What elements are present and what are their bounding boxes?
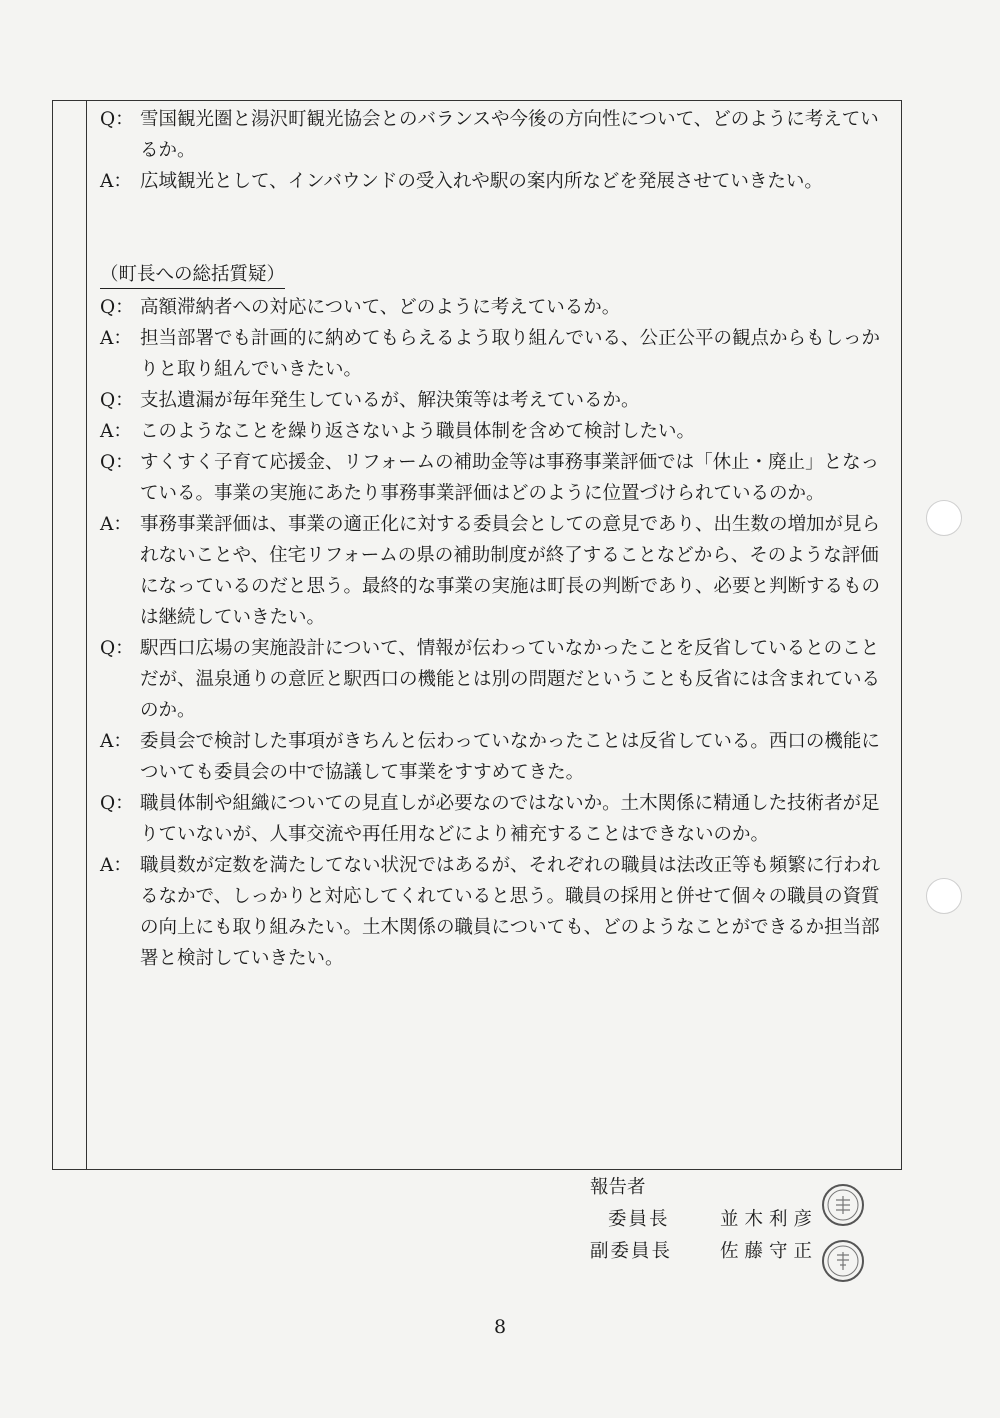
qa-item — [100, 323, 890, 385]
qa-item — [100, 850, 890, 974]
section-heading-row — [100, 259, 890, 292]
vice-chair-name: 佐藤守正 — [720, 1241, 819, 1262]
qa-marker: Q： — [100, 109, 134, 130]
seal-stamp-icon — [824, 1242, 862, 1280]
qa-marker: A： — [100, 171, 132, 192]
qa-text: 広域観光として、インバウンドの受入れや駅の案内所などを発展させていきたい。 — [140, 171, 823, 192]
qa-marker: Q： — [100, 638, 134, 659]
qa-marker: Q： — [100, 390, 134, 411]
qa-item — [100, 726, 890, 788]
qa-item — [100, 416, 890, 447]
seal-stamp-icon — [824, 1186, 862, 1224]
punch-hole — [926, 500, 962, 536]
frame-divider — [86, 100, 87, 1170]
spacer — [100, 197, 890, 259]
seal-stamp — [822, 1184, 864, 1226]
qa-item — [100, 166, 890, 197]
qa-text: 職員数が定数を満たしてない状況ではあるが、それぞれの職員は法改正等も頻繁に行われるなかで、しっかりと対応してくれていると思う。職員の採用と併せて個々の職員の資質の向上にも取り組みたい。土木関係の職員についても、どのようなことができるか担当部署と検討していきたい。 — [140, 855, 881, 969]
qa-marker: Q： — [100, 297, 134, 318]
qa-marker: A： — [100, 421, 132, 442]
qa-text: 職員体制や組織についての見直しが必要なのではないか。土木関係に精通した技術者が足りていないが、人事交流や再任用などにより補充することはできないのか。 — [140, 793, 880, 845]
qa-marker: A： — [100, 855, 132, 876]
seal-stamp — [822, 1240, 864, 1282]
qa-text: 雪国観光圏と湯沢町観光協会とのバランスや今後の方向性について、どのように考えているか。 — [140, 109, 879, 161]
chair-name: 並木利彦 — [720, 1209, 819, 1230]
qa-item — [100, 385, 890, 416]
qa-text: このようなことを繰り返さないよう職員体制を含めて検討したい。 — [140, 421, 696, 442]
qa-text: 支払遺漏が毎年発生しているが、解決策等は考えているか。 — [140, 390, 640, 411]
chair-label: 委員長 — [608, 1209, 670, 1230]
section-heading: （町長への総括質疑） — [100, 262, 285, 289]
qa-text: 駅西口広場の実施設計について、情報が伝わっていなかったことを反省しているとのことだが、温泉通りの意匠と駅西口の機能とは別の問題だということも反省には含まれているのか。 — [140, 638, 881, 721]
qa-text: 委員会で検討した事項がきちんと伝わっていなかったことは反省している。西口の機能についても委員会の中で協議して事業をすすめてきた。 — [140, 731, 880, 783]
qa-marker: Q： — [100, 452, 134, 473]
qa-item — [100, 509, 890, 633]
vice-chair-label: 副委員長 — [590, 1241, 673, 1262]
page-number: 8 — [493, 1316, 507, 1338]
qa-text: 高額滞納者への対応について、どのように考えているか。 — [140, 297, 621, 318]
qa-marker: A： — [100, 731, 132, 752]
qa-text: 事務事業評価は、事業の適正化に対する委員会としての意見であり、出生数の増加が見られないことや、住宅リフォームの県の補助制度が終了することなどから、そのような評価になっているのだと思う。最終的な事業の実施は町長の判断であり、必要と判断するものは継続していきたい。 — [140, 514, 881, 628]
qa-text: 担当部署でも計画的に納めてもらえるよう取り組んでいる、公正公平の観点からもしっかりと取り組んでいきたい。 — [140, 328, 881, 380]
qa-item — [100, 633, 890, 726]
qa-marker: A： — [100, 328, 132, 349]
qa-item — [100, 292, 890, 323]
qa-marker: Q： — [100, 793, 134, 814]
report-body — [100, 104, 890, 974]
reporter-title: 報告者 — [590, 1177, 646, 1198]
punch-hole — [926, 878, 962, 914]
qa-item — [100, 447, 890, 509]
qa-item — [100, 788, 890, 850]
qa-text: すくすく子育て応援金、リフォームの補助金等は事務事業評価では「休止・廃止」となっている。事業の実施にあたり事務事業評価はどのように位置づけられているのか。 — [140, 452, 880, 504]
qa-marker: A： — [100, 514, 132, 535]
qa-item — [100, 104, 890, 166]
